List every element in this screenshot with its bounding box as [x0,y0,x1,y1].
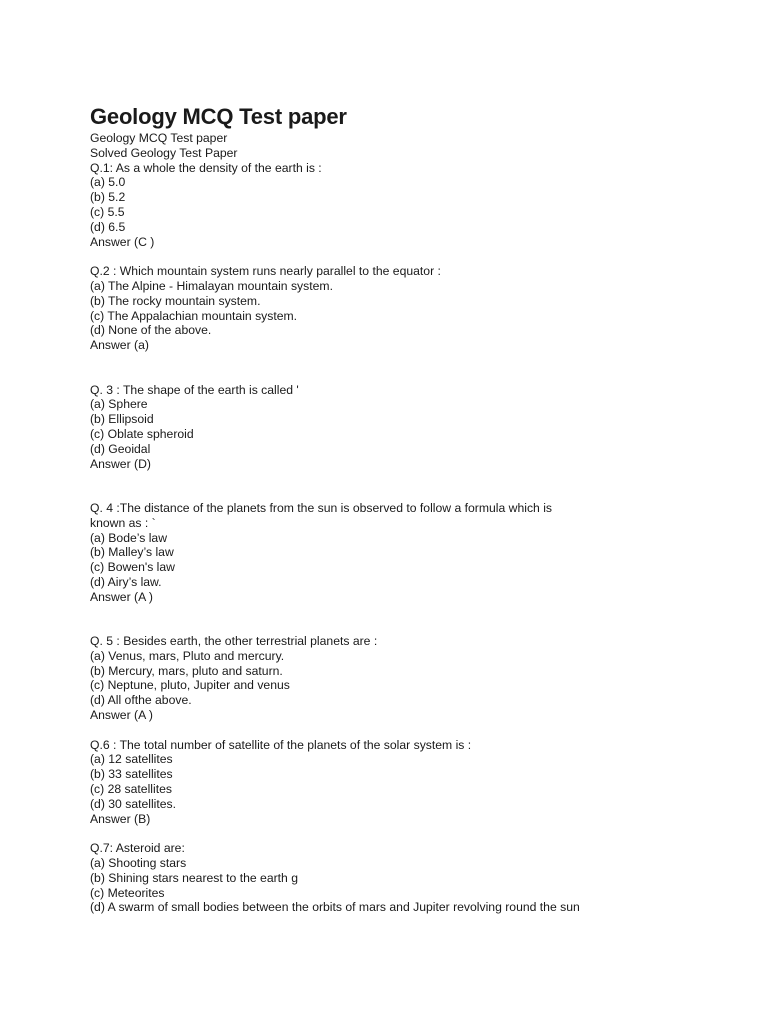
answer-option: (a) The Alpine - Himalayan mountain system. [90,278,333,293]
question-block [90,841,730,915]
correct-answer: Answer (A ) [90,708,153,723]
answer-option: (b) Shining stars nearest to the earth g [90,870,298,885]
answer-option: (d) 30 satellites. [90,796,177,811]
answer-option: (a) 5.0 [90,175,126,190]
question-text: Q.6 : The total number of satellite of the planets of the solar system is : [90,737,472,752]
document-subtitle: Solved Geology Test Paper [90,145,238,160]
answer-option: (c) Bowen's law [90,560,175,575]
document-title: Geology MCQ Test paper [90,104,347,129]
answer-option: (b) Mercury, mars, pluto and saturn. [90,663,283,678]
answer-option: (d) Airy’s law. [90,574,162,589]
answer-option: (b) 5.2 [90,190,126,205]
answer-option: (a) Bode’s law [90,530,167,545]
question-block [90,501,730,605]
question-text: Q. 3 : The shape of the earth is called ' [90,382,299,397]
answer-option: (c) Neptune, pluto, Jupiter and venus [90,678,290,693]
answer-option: (b) 33 satellites [90,767,173,782]
document-body [90,104,730,915]
question-block [90,634,730,723]
answer-option: (d) None of the above. [90,323,212,338]
correct-answer: Answer (a) [90,338,149,353]
question-text: Q.7: Asteroid are: [90,841,185,856]
question-text: Q. 5 : Besides earth, the other terrestrial planets are : [90,634,378,649]
question-block [90,161,730,250]
question-block [90,264,730,353]
answer-option: (c) 5.5 [90,204,125,219]
answer-option: (a) Sphere [90,397,148,412]
document-subtitle: Geology MCQ Test paper [90,131,228,145]
answer-option: (b) Ellipsoid [90,412,154,427]
question-text: Q. 4 :The distance of the planets from the sun is observed to follow a formula which is [90,500,553,515]
question-block [90,383,730,472]
answer-option: (c) Meteorites [90,885,165,900]
question-text: known as : ` [90,515,156,530]
answer-option: (d) A swarm of small bodies between the orbits of mars and Jupiter revolving round the sun [90,900,580,915]
answer-option: (b) The rocky mountain system. [90,293,261,308]
correct-answer: Answer (D) [90,456,151,471]
answer-option: (d) Geoidal [90,441,151,456]
answer-option: (c) The Appalachian mountain system. [90,308,298,323]
answer-option: (a) 12 satellites [90,752,173,767]
answer-option: (c) 28 satellites [90,782,172,797]
question-block [90,738,730,827]
answer-option: (a) Venus, mars, Pluto and mercury. [90,648,285,663]
question-text: Q.1: As a whole the density of the earth is : [90,160,322,175]
answer-option: (a) Shooting stars [90,856,187,871]
answer-option: (d) All ofthe above. [90,693,192,708]
answer-option: (c) Oblate spheroid [90,426,194,441]
question-text: Q.2 : Which mountain system runs nearly parallel to the equator : [90,264,441,279]
correct-answer: Answer (B) [90,811,151,826]
correct-answer: Answer (A ) [90,589,153,604]
answer-option: (d) 6.5 [90,219,126,234]
correct-answer: Answer (C ) [90,234,155,249]
answer-option: (b) Malley’s law [90,545,174,560]
